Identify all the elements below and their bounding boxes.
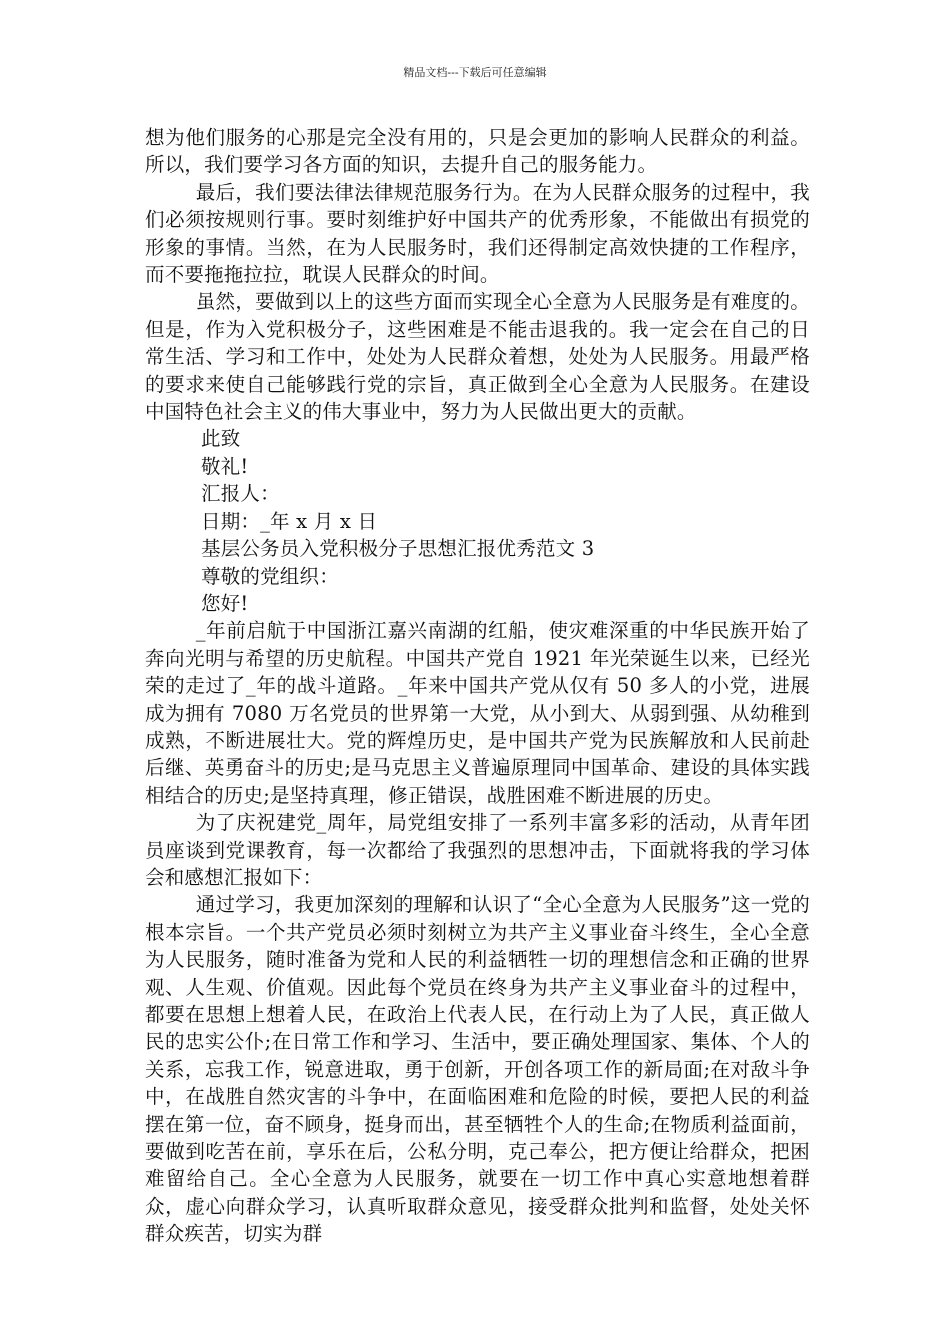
paragraph-conduct: 最后，我们要法律法律规范服务行为。在为人民群众服务的过程中，我们必须按规则行事。要时刻维护好中国共产的优秀形象，不能做出有损党的形象的事情。当然，在为人民服务时，我们还得制定高效快捷的工作程序，而不要拖拖拉拉，耽误人民群众的时间。: [145, 180, 810, 287]
closing-respect: 敬礼!: [201, 454, 249, 478]
paragraph-history: _年前启航于中国浙江嘉兴南湖的红船，使灾难深重的中华民族开始了奔向光明与希望的历史航程。中国共产党自 1921 年光荣诞生以来，已经光荣的走过了_年的战斗道路。_年来中国共产党从仅有 50 多人的小党，进展成为拥有 7080 万名党员的世界第一大党，从小到大、从弱到强、从幼稚到成熟，不断进展壮大。党的辉煌历史，是中国共产党为民族解放和人民前赴后继、英勇奋斗的历史;是马克思主义普遍原理同中国革命、建设的具体实践相结合的历史;是坚持真理，修正错误，战胜困难不断进展的历史。: [145, 619, 810, 807]
paragraph-resolve: 虽然，要做到以上的这些方面而实现全心全意为人民服务是有难度的。但是，作为入党积极分子，这些困难是不能击退我的。我一定会在自己的日常生活、学习和工作中，处处为人民群众着想，处处为人民服务。用最严格的要求来使自己能够践行党的宗旨，真正做到全心全意为人民服务。在建设中国特色社会主义的伟大事业中，努力为人民做出更大的贡献。: [145, 290, 810, 424]
greeting-addressee: 尊敬的党组织：: [201, 564, 339, 588]
paragraph-activities: 为了庆祝建党_周年，局党组安排了一系列丰富多彩的活动，从青年团员座谈到党课教育，每一次都给了我强烈的思想冲击，下面就将我的学习体会和感想汇报如下：: [145, 811, 810, 889]
section-title: 基层公务员入党积极分子思想汇报优秀范文 3: [201, 537, 595, 561]
document-body: [145, 124, 810, 1248]
closing-salutation: 此致: [201, 427, 241, 451]
greeting-hello: 您好!: [201, 591, 249, 615]
paragraph-understanding: 通过学习，我更加深刻的理解和认识了“全心全意为人民服务”这一党的根本宗旨。一个共产党员必须时刻树立为共产主义事业奋斗终生，全心全意为人民服务，随时准备为党和人民的利益牺牲一切的理想信念和正确的世界观、人生观、价值观。因此每个党员在终身为共产主义事业奋斗的过程中，都要在思想上想着人民，在政治上代表人民，在行动上为了人民，真正做人民的忠实公仆;在日常工作和学习、生活中，要正确处理国家、集体、个人的关系，忘我工作，锐意进取，勇于创新，开创各项工作的新局面;在对敌斗争中，在战胜自然灾害的斗争中，在面临困难和危险的时候，要把人民的利益摆在第一位，奋不顾身，挺身而出，甚至牺牲个人的生命;在物质利益面前，要做到吃苦在前，享乐在后，公私分明，克己奉公，把方便让给群众，把困难留给自己。全心全意为人民服务，就要在一切工作中真心实意地想着群众，虚心向群众学习，认真听取群众意见，接受群众批判和监督，处处关怀群众疾苦，切实为群: [145, 893, 810, 1246]
reporter-line: 汇报人：: [201, 482, 280, 506]
page-header: 精品文档---下载后可任意编辑: [403, 66, 547, 79]
paragraph-continued: 想为他们服务的心那是完全没有用的，只是会更加的影响人民群众的利益。所以，我们要学习各方面的知识，去提升自己的服务能力。: [145, 126, 810, 177]
date-line: 日期：_年 x 月 x 日: [201, 509, 378, 533]
